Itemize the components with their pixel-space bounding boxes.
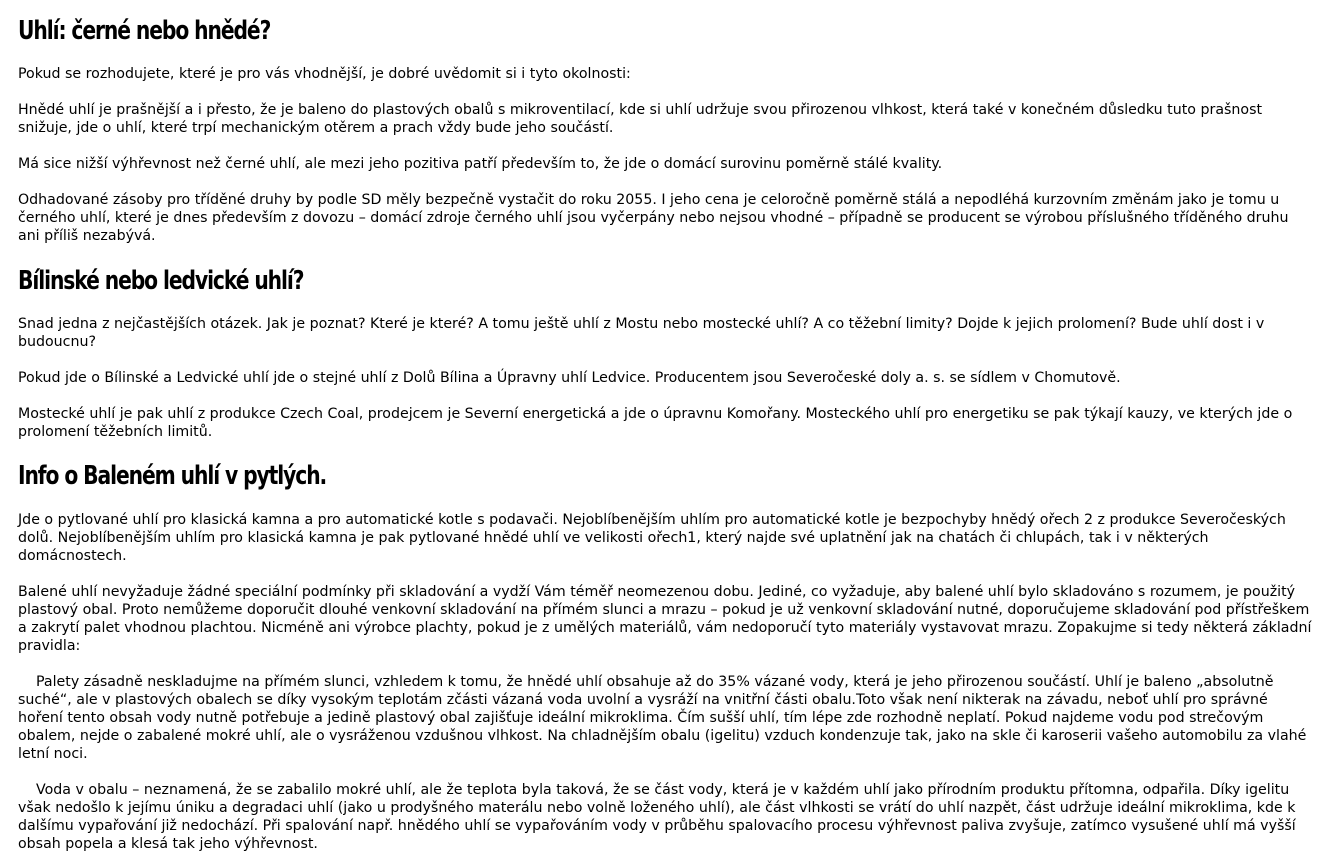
paragraph: Palety zásadně neskladujme na přímém slunci, vzhledem k tomu, že hnědé uhlí obsahuje až do 35% vázané vody, která je jeho přirozenou součástí. Uhlí je baleno „absolutně suché“, ale v plastových obalech se díky vysokým teplotám zčásti vázaná voda uvolní a vysráží na vnitřní části obalu.Toto však není nikterak na závadu, neboť uhlí pro správné hoření tento obsah vody nutně potřebuje a jedině plastový obal zajišťuje ideální mikroklima. Čím sušší uhlí, tím lépe zde rozhodně neplatí. Pokud najdeme vodu pod strečovým obalem, nejde o zabalené mokré uhlí, ale o vysráženou vzdušnou vlhkost. Na chladnějším obalu (igelitu) vzduch kondenzuje tak, jako na skle či karoserii vašeho automobilu za vlahé letní noci. [18, 674, 1307, 762]
paragraph: Voda v obalu – neznamená, že se zabalilo mokré uhlí, ale že teplota byla taková, že se část vody, která je v každém uhlí jako přírodním produktu přítomna, odpařila. Díky igelitu však nedošlo k jejímu úniku a degradaci uhlí (jako u prodyšného materálu nebo volně loženého uhlí), ale část vlhkosti se vrátí do uhlí nazpět, část udržuje ideální mikroklima, kde k dalšímu vypařování již nedochází. Při spalování např. hnědého uhlí se vypařováním vody v průběhu spalovacího procesu výhřevnost paliva zvyšuje, zatímco vysušené uhlí má vyšší obsah popela a klesá tak jeho výhřevnost. [18, 782, 1296, 852]
paragraph: Odhadované zásoby pro tříděné druhy by podle SD měly bezpečně vystačit do roku 2055. I jeho cena je celoročně poměrně stálá a nepodléhá kurzovním změnám jako je tomu u černého uhlí, které je dnes především z dovozu – domácí zdroje černého uhlí jsou vyčerpány nebo nejsou vhodné – případně se producent se výrobou příslušného tříděného druhu ani příliš nezabývá. [18, 192, 1289, 244]
heading-bagged-coal: Info o Baleném uhlí v pytlých. [18, 461, 327, 491]
paragraph: Snad jedna z nejčastějších otázek. Jak je poznat? Které je které? A tomu ještě uhlí z Mostu nebo mostecké uhlí? A co těžební limity? Dojde k jejich prolomení? Bude uhlí dost i v budoucnu? [18, 316, 1265, 350]
heading-coal-type: Uhlí: černé nebo hnědé? [18, 16, 271, 46]
paragraph: Jde o pytlované uhlí pro klasická kamna a pro automatické kotle s podavači. Nejoblíbenějším uhlím pro automatické kotle je bezpochyby hnědý ořech 2 z produkce Severočeských dolů. Nejoblíbenějším uhlím pro klasická kamna je pak pytlované hnědé uhlí ve velikosti ořech1, který najde své uplatnění jak na chatách či chlupách, tak i v některých domácnostech. [18, 512, 1286, 564]
paragraph: Hnědé uhlí je prašnější a i přesto, že je baleno do plastových obalů s mikroventilací, kde si uhlí udržuje svou přirozenou vlhkost, která také v konečném důsledku tuto prašnost snižuje, jde o uhlí, které trpí mechanickým otěrem a prach vždy bude jeho součástí. [18, 102, 1263, 136]
paragraph: Má sice nižší výhřevnost než černé uhlí, ale mezi jeho pozitiva patří především to, že jde o domácí surovinu poměrně stálé kvality. [18, 156, 943, 172]
paragraph: Balené uhlí nevyžaduje žádné speciální podmínky při skladování a vydží Vám téměř neomezenou dobu. Jediné, co vyžaduje, aby balené uhlí bylo skladováno s rozumem, je použitý plastový obal. Proto nemůžeme doporučit dlouhé venkovní skladování na přímém slunci a mrazu – pokud je už venkovní skladování nutné, doporučujeme skladování pod přístřeškem a zakrytí palet vhodnou plachtou. Nicméně ani výrobce plachty, pokud je z umělých materiálů, vám nedoporučí tyto materiály vystavovat mrazu. Zopakujme si tedy některá základní pravidla: [18, 584, 1312, 654]
paragraph: Pokud se rozhodujete, které je pro vás vhodnější, je dobré uvědomit si i tyto okolnosti: [18, 66, 631, 82]
paragraph: Mostecké uhlí je pak uhlí z produkce Czech Coal, prodejcem je Severní energetická a jde o úpravnu Komořany. Mosteckého uhlí pro energetiku se pak týkají kauzy, ve kterých jde o prolomení těžebních limitů. [18, 406, 1293, 440]
heading-bilina-ledvice: Bílinské nebo ledvické uhlí? [18, 266, 304, 296]
paragraph: Pokud jde o Bílinské a Ledvické uhlí jde o stejné uhlí z Dolů Bílina a Úpravny uhlí Ledvice. Producentem jsou Severočeské doly a. s. se sídlem v Chomutově. [18, 370, 1121, 386]
